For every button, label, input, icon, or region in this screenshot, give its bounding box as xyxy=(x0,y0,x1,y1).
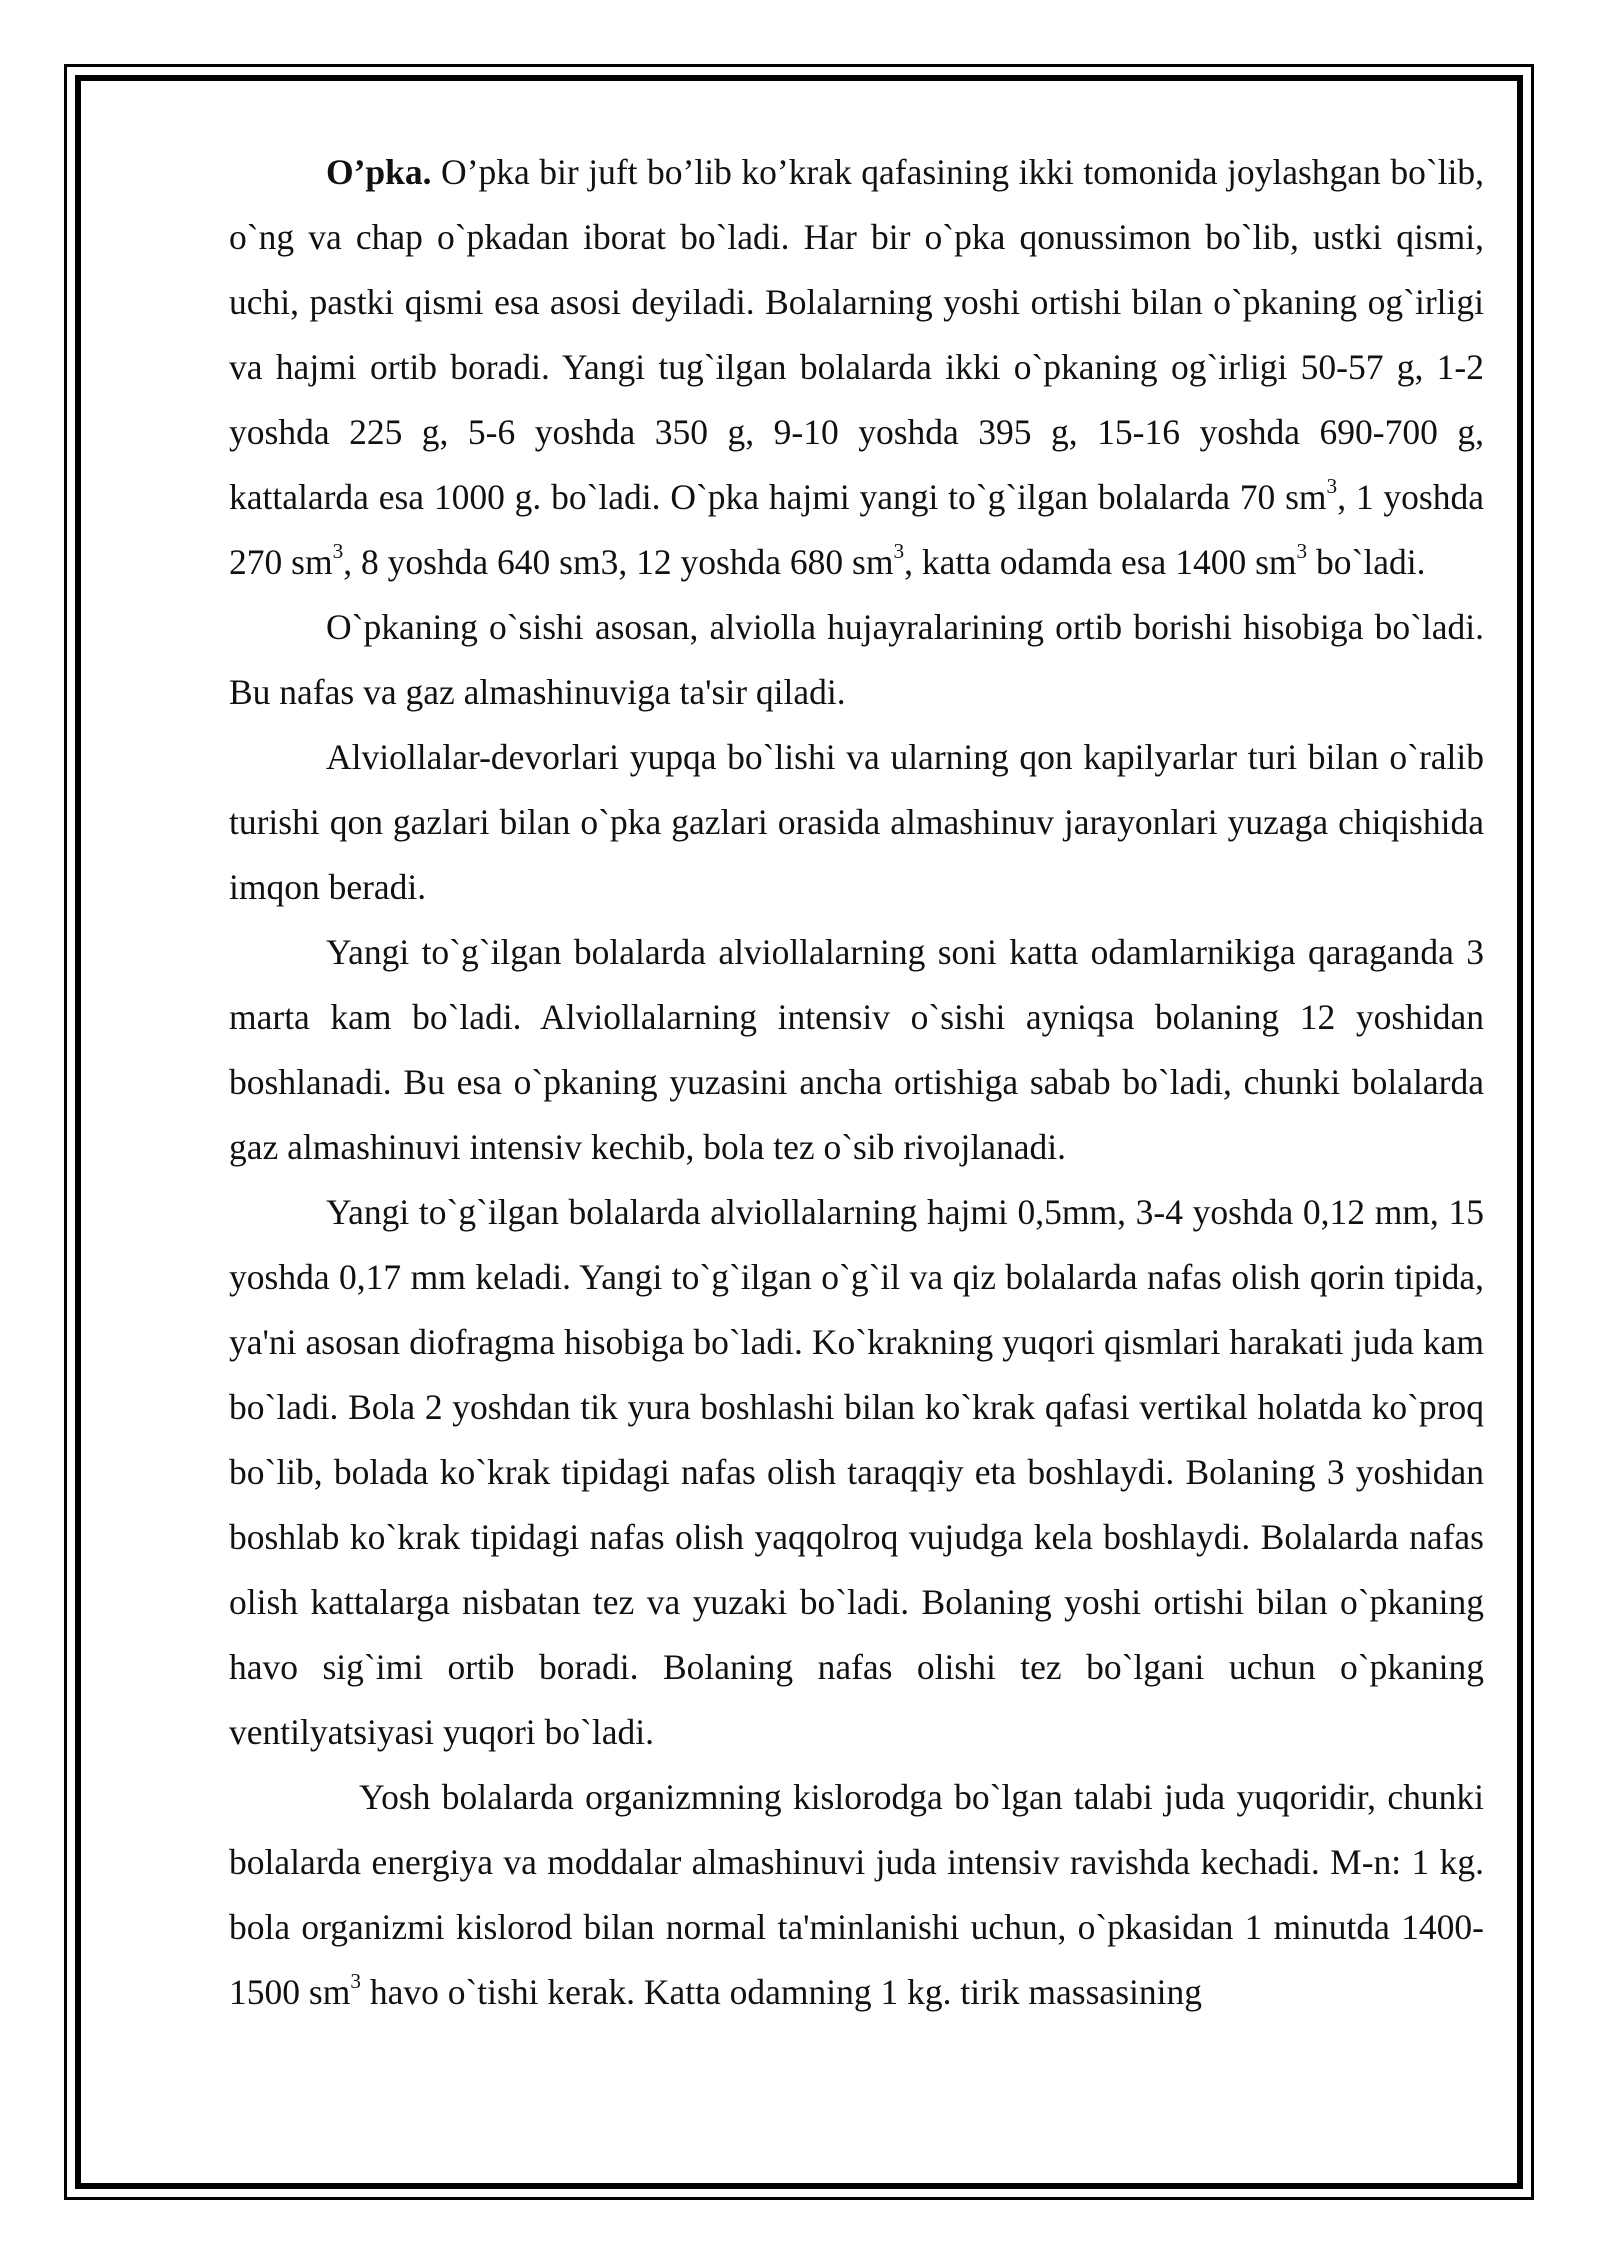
text-run: Alviollalar-devorlari yupqa bo`lishi va ularning qon kapilyarlar turi bilan o`ralib turishi qon gazlari bilan o`pka gazlari orasida almashinuv jarayonlari yuzaga chiqishida imqon beradi. xyxy=(229,737,1484,907)
text-run: , 8 yoshda 640 sm3, 12 yoshda 680 sm xyxy=(343,542,894,582)
text-run: bo`ladi. xyxy=(1307,542,1426,582)
paragraph xyxy=(229,920,1484,1180)
text-run: O`pkaning o`sishi asosan, alviolla hujayralarining ortib borishi hisobiga bo`ladi. Bu nafas va gaz almashinuviga ta'sir qiladi. xyxy=(229,607,1484,712)
text-run: Yangi to`g`ilgan bolalarda alviollalarning soni katta odamlarnikiga qaraganda 3 marta kam bo`ladi. Alviollalarning intensiv o`sishi ayniqsa bolaning 12 yoshidan boshlanadi. Bu esa o`pkaning yuzasini ancha ortishiga sabab bo`ladi, chunki bolalarda gaz almashinuvi intensiv kechib, bola tez o`sib rivojlanadi. xyxy=(229,932,1484,1167)
superscript: 3 xyxy=(350,1969,361,1994)
paragraph xyxy=(229,595,1484,725)
superscript: 3 xyxy=(332,539,344,564)
document-body xyxy=(229,140,1484,2025)
text-run: , 1 yoshda 270 sm xyxy=(229,477,1484,582)
text-run: Yangi to`g`ilgan bolalarda alviollalarning hajmi 0,5mm, 3-4 yoshda 0,12 mm, 15 yoshda 0,17 mm keladi. Yangi to`g`ilgan o`g`il va qiz bolalarda nafas olish qorin tipida, ya'ni asosan diofragma hisobiga bo`ladi. Ko`krakning yuqori qismlari harakati juda kam bo`ladi. Bola 2 yoshdan tik yura boshlashi bilan ko`krak qafasi vertikal holatda ko`proq bo`lib, bolada ko`krak tipidagi nafas olish taraqqiy eta boshlaydi. Bolaning 3 yoshidan boshlab ko`krak tipidagi nafas olish yaqqolroq vujudga kela boshlaydi. Bolalarda nafas olish kattalarga nisbatan tez va yuzaki bo`ladi. Bolaning yoshi ortishi bilan o`pkaning havo sig`imi ortib boradi. Bolaning nafas olishi tez bo`lgani uchun o`pkaning ventilyatsiyasi yuqori bo`ladi. xyxy=(229,1192,1484,1752)
superscript: 3 xyxy=(1326,474,1338,499)
text-run: Yosh bolalarda organizmning kislorodga bo`lgan talabi juda yuqoridir, chunki bolalarda energiya va moddalar almashinuvi juda intensiv ravishda kechadi. M-n: 1 kg. bola organizmi kislorod bilan normal ta'minlanishi uchun, o`pkasidan 1 minutda 1400-1500 sm xyxy=(229,1777,1484,2012)
superscript: 3 xyxy=(893,539,905,564)
paragraph-heading: O’pka. xyxy=(326,152,432,192)
text-run: havo o`tishi kerak. Katta odamning 1 kg. tirik massasining xyxy=(360,1972,1202,2012)
text-run: , katta odamda esa 1400 sm xyxy=(904,542,1297,582)
text-run: O’pka bir juft bo’lib ko’krak qafasining ikki tomonida joylashgan bo`lib, o`ng va chap o`pkadan iborat bo`ladi. Har bir o`pka qonussimon bo`lib, ustki qismi, uchi, pastki qismi esa asosi deyiladi. Bolalarning yoshi ortishi bilan o`pkaning og`irligi va hajmi ortib boradi. Yangi tug`ilgan bolalarda ikki o`pkaning og`irligi 50-57 g, 1-2 yoshda 225 g, 5-6 yoshda 350 g, 9-10 yoshda 395 g, 15-16 yoshda 690-700 g, kattalarda esa 1000 g. bo`ladi. O`pka hajmi yangi to`g`ilgan bolalarda 70 sm xyxy=(229,152,1484,517)
paragraph xyxy=(229,725,1484,920)
paragraph xyxy=(229,1180,1484,1765)
paragraph xyxy=(229,140,1484,595)
superscript: 3 xyxy=(1296,539,1308,564)
paragraph xyxy=(229,1765,1484,2025)
